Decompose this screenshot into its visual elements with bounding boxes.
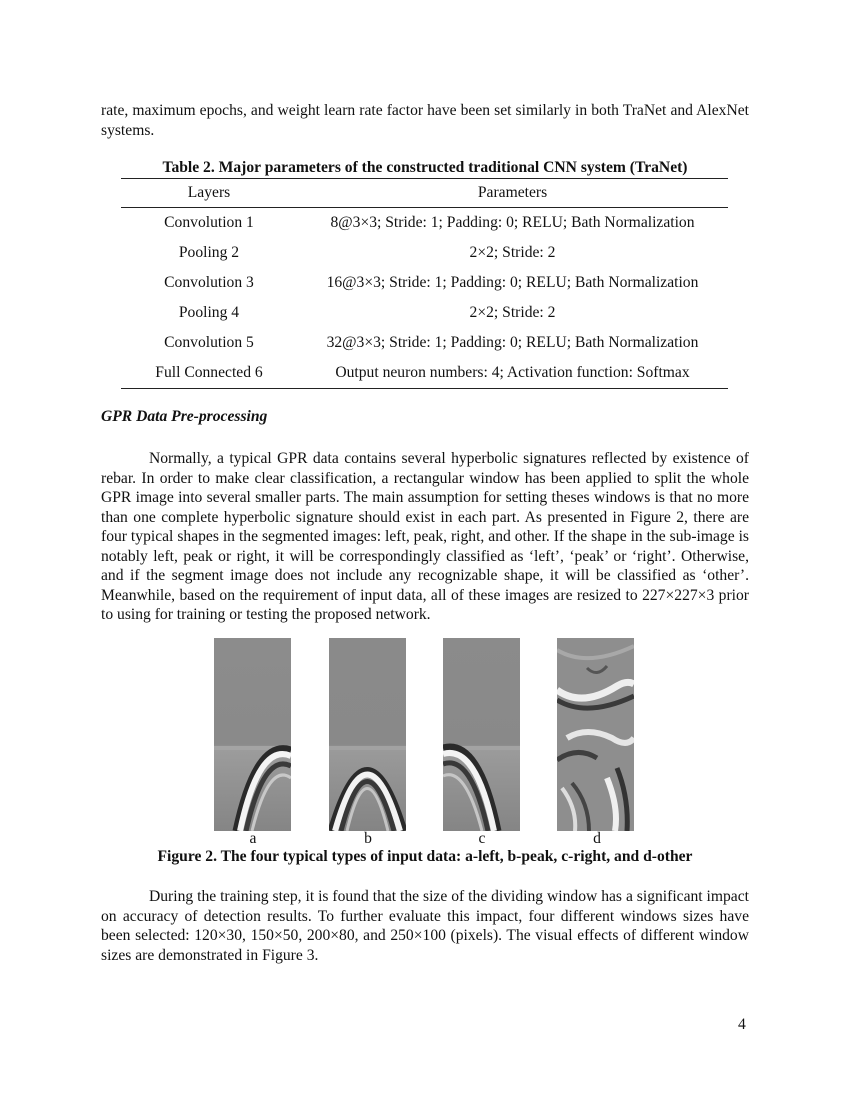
table-row [121,238,728,268]
gpr-image-left [214,638,291,831]
figure-caption: Figure 2. The four typical types of input data: a-left, b-peak, c-right, and d-other [157,848,693,865]
layer-cell: Convolution 1 [164,214,254,231]
page-number: 4 [738,1016,746,1033]
gpr-image-right [443,638,520,831]
parameters-table [121,178,728,389]
layer-cell: Convolution 5 [164,334,254,351]
params-cell: 2×2; Stride: 2 [469,244,556,261]
layer-cell: Pooling 4 [178,304,240,321]
layer-cell: Full Connected 6 [121,358,297,389]
figure-2 [0,638,850,838]
header-layers: Layers [121,179,297,208]
section-heading: GPR Data Pre-processing [101,408,268,425]
intro-paragraph: rate, maximum epochs, and weight learn rate factor have been set similarly in both TraNet and AlexNet systems. [101,102,749,139]
closing-paragraph: During the training step, it is found that the size of the dividing window has a significant impact on accuracy of detection results. To further evaluate this impact, four different windows sizes have been selected: 120×30, 150×50, 200×80, and 250×100 (pixels). The visual effects of different window sizes are demonstrated in Figure 3. [101,888,749,964]
gpr-image-other [557,638,634,831]
params-cell: 8@3×3; Stride: 1; Padding: 0; RELU; Bath Normalization [330,214,695,231]
gpr-image-peak [329,638,406,831]
figure-label-d: d [593,830,601,847]
figure-label-c: c [478,830,486,847]
params-cell: 2×2; Stride: 2 [469,304,556,321]
header-parameters: Parameters [297,179,728,208]
figure-label-b: b [364,830,372,847]
layer-cell: Convolution 3 [164,274,254,291]
table-row [121,358,728,389]
table-row [121,328,728,358]
params-cell: 32@3×3; Stride: 1; Padding: 0; RELU; Bath Normalization [326,334,699,351]
params-cell: 16@3×3; Stride: 1; Padding: 0; RELU; Bath Normalization [326,274,699,291]
body-paragraph: Normally, a typical GPR data contains several hyperbolic signatures reflected by existence of rebar. In order to make clear classification, a rectangular window has been applied to split the whole GPR image into several smaller parts. The main assumption for setting theses windows is that no more than one complete hyperbolic signature should exist in each part. As presented in Figure 2, there are four typical shapes in the segmented images: left, peak, right, and other. If the shape in the sub-image is notably left, peak or right, it will be correspondingly classified as ‘left’, ‘peak’ or ‘right’. Otherwise, and if the segment image does not include any recognizable shape, it will be classified as ‘other’. Meanwhile, based on the requirement of input data, all of these images are resized to 227×227×3 prior to using for training or testing the proposed network. [101,450,749,623]
table-header-row [121,179,728,208]
table-row [121,268,728,298]
table-caption: Table 2. Major parameters of the constructed traditional CNN system (TraNet) [162,159,688,176]
params-cell: Output neuron numbers: 4; Activation function: Softmax [297,358,728,389]
table-row [121,208,728,239]
figure-label-a: a [249,830,257,847]
layer-cell: Pooling 2 [178,244,240,261]
table-row [121,298,728,328]
